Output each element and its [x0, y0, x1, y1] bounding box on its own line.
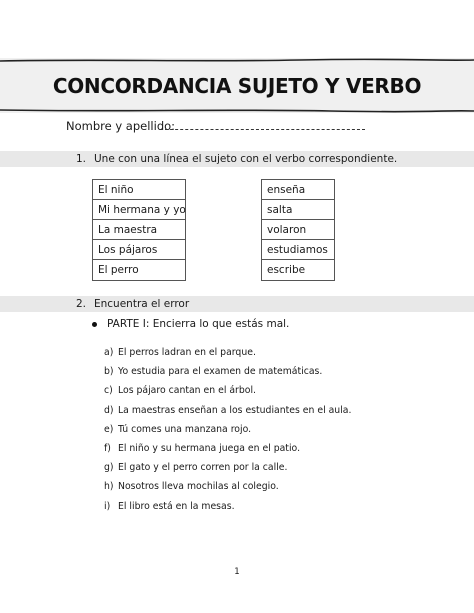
list-item[interactable] [104, 458, 351, 477]
sentence-text: Yo estudia para el examen de matemáticas. [118, 366, 323, 378]
list-item[interactable] [104, 477, 351, 496]
subject-cell[interactable]: Mi hermana y yo [93, 200, 185, 220]
list-item[interactable] [104, 497, 351, 516]
list-letter: c) [104, 385, 113, 397]
part-1-label: PARTE I: Encierra lo que estás mal. [107, 318, 290, 330]
list-item[interactable] [104, 401, 351, 420]
list-letter: f) [104, 442, 111, 454]
verb-cell[interactable]: escribe [267, 264, 306, 276]
subject-cell[interactable]: La maestra [93, 220, 185, 240]
sentence-text: Nosotros lleva mochilas al colegio. [118, 481, 279, 493]
name-field[interactable] [160, 129, 365, 130]
part-1-instruction [92, 318, 289, 330]
subject-cell[interactable]: El niño [93, 180, 185, 200]
section-2-bar [0, 296, 474, 312]
sentence-text: La maestras enseñan a los estudiantes en el aula. [118, 404, 352, 416]
sentence-text: El perros ladran en el parque. [118, 347, 256, 358]
verb-cell[interactable]: salta [262, 200, 334, 220]
section-2-number: 2. [76, 298, 87, 310]
sentence-text: Los pájaro cantan en el árbol. [118, 385, 257, 397]
list-letter: h) [104, 481, 114, 493]
verb-cell[interactable]: enseña [262, 180, 334, 200]
subject-cell[interactable]: Los pájaros [93, 240, 185, 260]
page-number: 1 [234, 567, 240, 577]
list-item[interactable] [104, 381, 351, 400]
list-item[interactable] [104, 343, 351, 362]
sentence-text: Tú comes una manzana rojo. [118, 423, 252, 435]
list-letter: g) [104, 462, 114, 474]
sentence-list [104, 343, 351, 516]
subject-cell[interactable]: El perro [98, 264, 139, 276]
list-item[interactable] [104, 439, 351, 458]
list-letter: b) [104, 366, 114, 378]
verb-cell[interactable]: volaron [262, 220, 334, 240]
list-letter: d) [104, 404, 114, 416]
verbs-table [261, 179, 335, 281]
verb-cell[interactable]: estudiamos [262, 240, 334, 260]
section-2-heading: Encuentra el error [94, 298, 190, 310]
sentence-text: El niño y su hermana juega en el patio. [118, 442, 301, 454]
list-item[interactable] [104, 420, 351, 439]
list-item[interactable] [104, 362, 351, 381]
sentence-text: El libro está en la mesas. [118, 500, 235, 512]
section-1-number: 1. [76, 153, 87, 165]
list-letter: a) [104, 347, 114, 358]
page-title: CONCORDANCIA SUJETO Y VERBO [52, 74, 422, 98]
section-1-instruction: Une con una línea el sujeto con el verbo correspondiente. [94, 153, 398, 165]
list-letter: i) [104, 500, 111, 512]
sentence-text: El gato y el perro corren por la calle. [118, 462, 288, 474]
bullet-icon [92, 322, 97, 327]
list-letter: e) [104, 423, 114, 435]
name-label: Nombre y apellido: [66, 119, 176, 133]
subjects-table [92, 179, 186, 281]
